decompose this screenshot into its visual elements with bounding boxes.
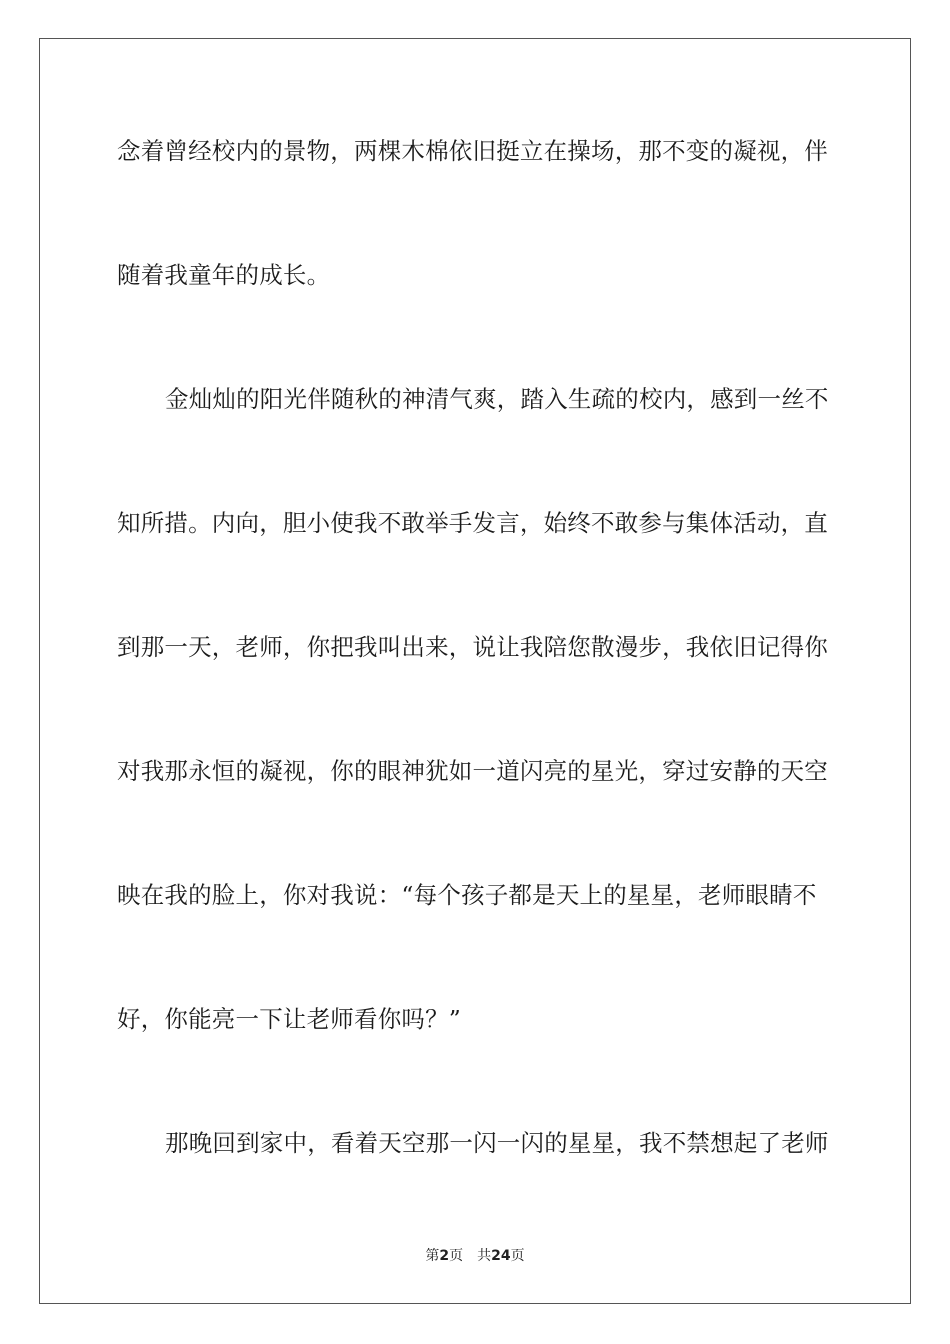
text-line: 好，你能亮一下让老师看你吗？” (117, 1005, 462, 1033)
total-pages: 24 (491, 1248, 511, 1264)
total-prefix: 共 (477, 1248, 492, 1264)
page-border (39, 38, 911, 1304)
page-prefix: 第 (425, 1248, 440, 1264)
text-line: 对我那永恒的凝视，你的眼神犹如一道闪亮的星光，穿过安静的天空 (117, 757, 828, 785)
paragraph-first-line: 那晚回到家中，看着天空那一闪一闪的星星，我不禁想起了老师 (165, 1129, 829, 1157)
total-suffix: 页 (510, 1248, 525, 1264)
text-line: 随着我童年的成长。 (117, 261, 331, 289)
text-line: 念着曾经校内的景物，两棵木棉依旧挺立在操场，那不变的凝视，伴 (117, 137, 828, 165)
paragraph-first-line: 金灿灿的阳光伴随秋的神清气爽，踏入生疏的校内，感到一丝不 (165, 385, 829, 413)
page-number: 2 (439, 1248, 450, 1264)
page-footer (0, 1247, 950, 1265)
text-line: 知所措。内向，胆小使我不敢举手发言，始终不敢参与集体活动，直 (117, 509, 828, 537)
text-line: 映在我的脸上，你对我说：“每个孩子都是天上的星星，老师眼睛不 (117, 881, 817, 909)
page-suffix: 页 (449, 1248, 464, 1264)
text-line: 到那一天，老师，你把我叫出来，说让我陪您散漫步，我依旧记得你 (117, 633, 828, 661)
